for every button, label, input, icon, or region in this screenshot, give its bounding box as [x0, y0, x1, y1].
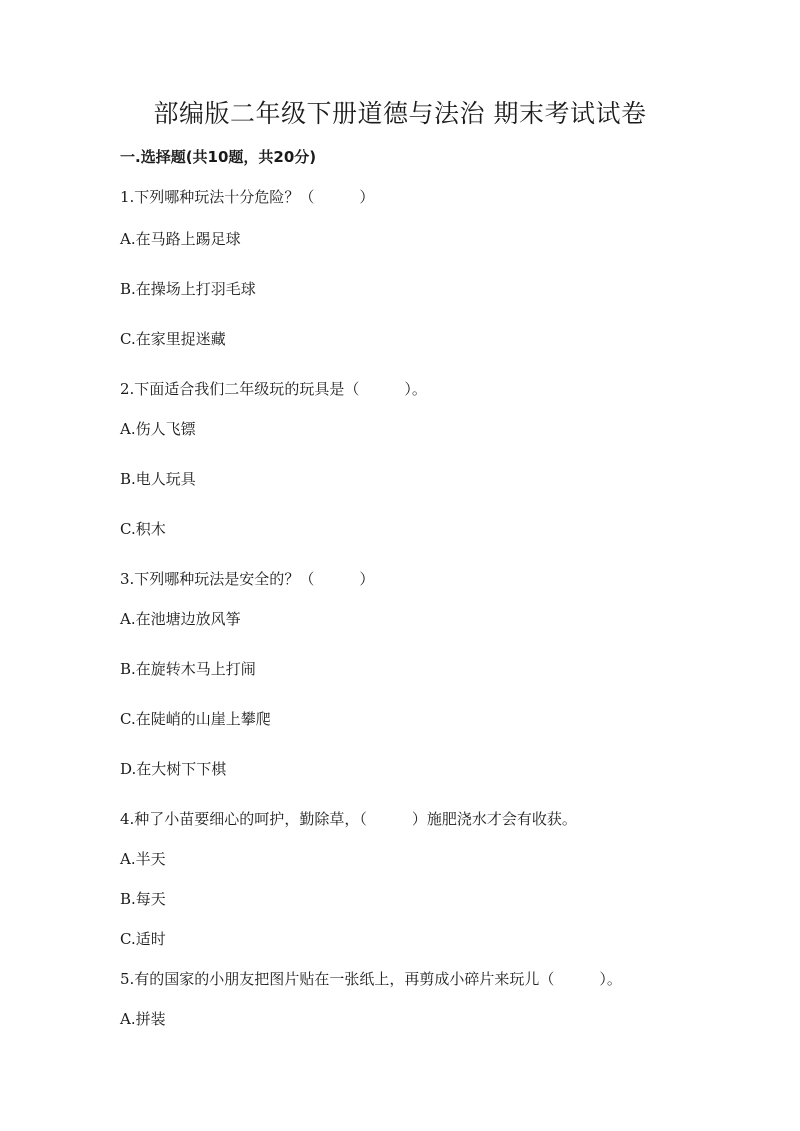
- option-1-a: A.在马路上踢足球: [120, 230, 241, 248]
- option-1-b: B.在操场上打羽毛球: [120, 280, 256, 298]
- option-4-b: B.每天: [120, 890, 166, 908]
- option-1-c: C.在家里捉迷藏: [120, 330, 226, 348]
- option-3-b: B.在旋转木马上打闹: [120, 660, 256, 678]
- option-3-c: C.在陡峭的山崖上攀爬: [120, 710, 271, 728]
- option-3-a: A.在池塘边放风筝: [120, 610, 241, 628]
- option-5-a: A.拼装: [120, 1010, 166, 1028]
- question-stem-3: 3.下列哪种玩法是安全的？（ ）: [120, 570, 375, 588]
- option-3-d: D.在大树下下棋: [120, 760, 227, 778]
- option-2-c: C.积木: [120, 520, 166, 538]
- option-4-c: C.适时: [120, 930, 166, 948]
- option-2-b: B.电人玩具: [120, 470, 196, 488]
- question-stem-1: 1.下列哪种玩法十分危险？（ ）: [120, 188, 375, 206]
- section-heading: 一.选择题(共10题，共20分): [120, 148, 317, 166]
- option-4-a: A.半天: [120, 850, 166, 868]
- question-stem-5: 5.有的国家的小朋友把图片贴在一张纸上，再剪成小碎片来玩儿（ ）。: [120, 970, 622, 988]
- option-2-a: A.伤人飞镖: [120, 420, 196, 438]
- question-stem-2: 2.下面适合我们二年级玩的玩具是（ ）。: [120, 380, 427, 398]
- page-title: 部编版二年级下册道德与法治 期末考试试卷: [153, 99, 647, 128]
- question-stem-4: 4.种了小苗要细心的呵护，勤除草，（ ）施肥浇水才会有收获。: [120, 810, 577, 828]
